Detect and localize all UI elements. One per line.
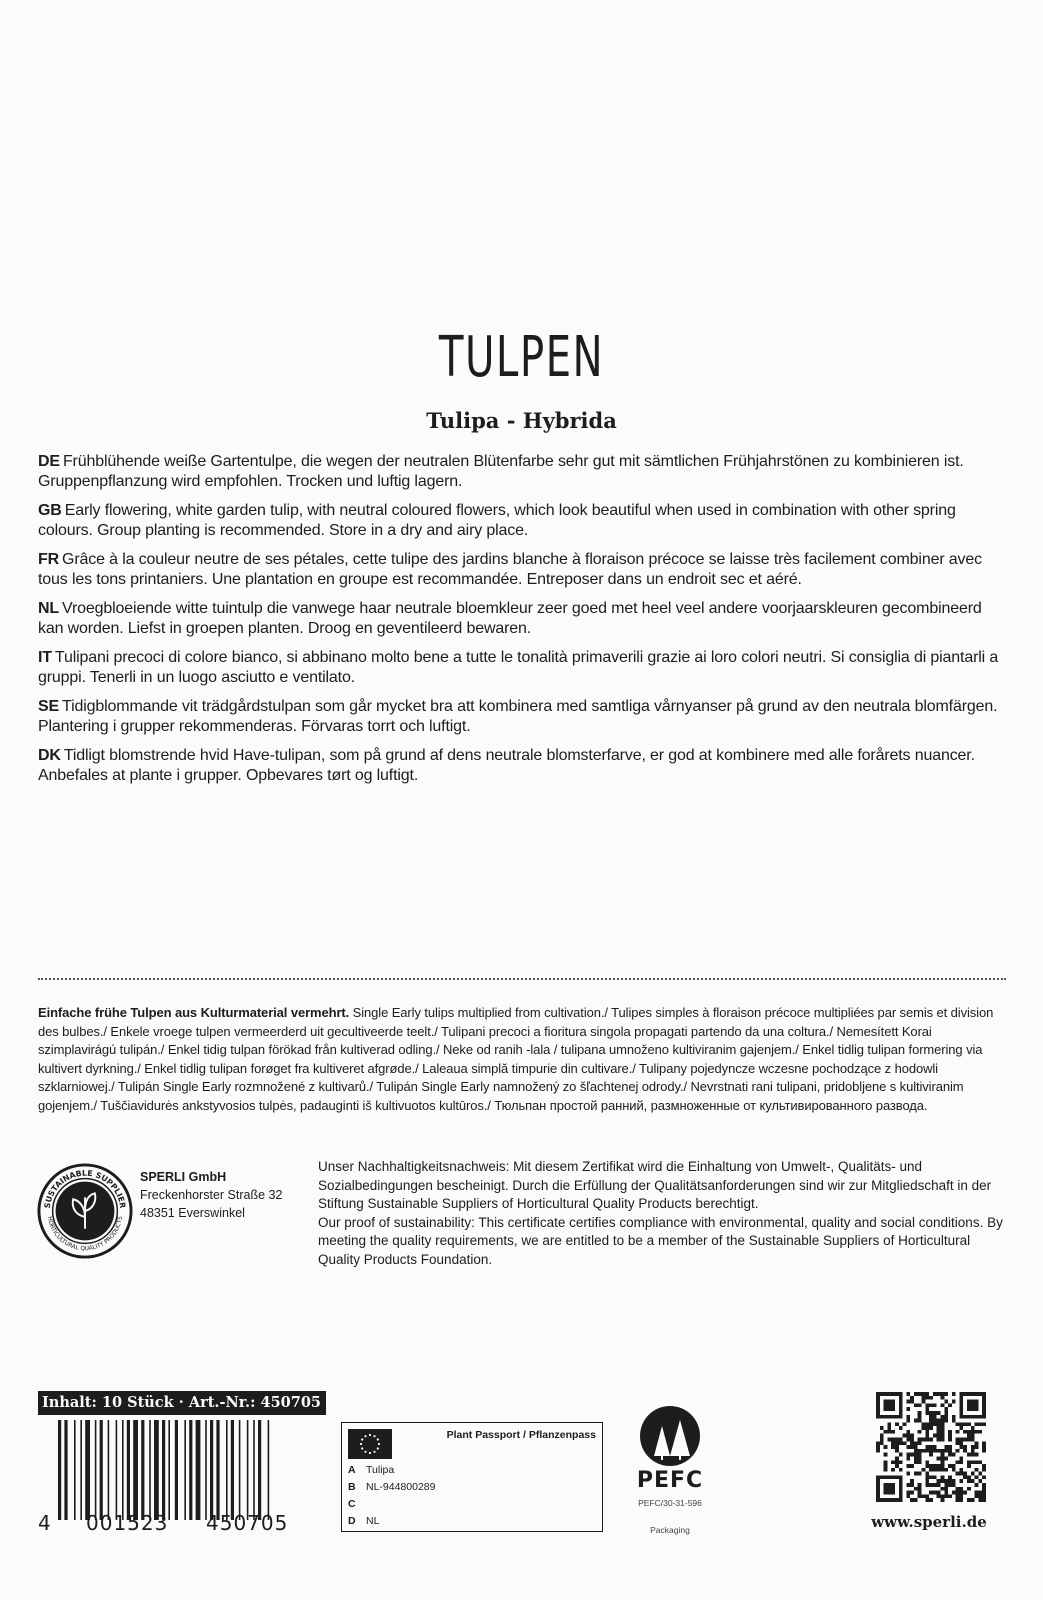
language-code: SE: [38, 698, 60, 715]
language-code: DE: [38, 453, 60, 470]
language-code: NL: [38, 600, 60, 617]
barcode-icon: [58, 1420, 326, 1520]
description-nl: [38, 599, 1008, 639]
language-code: GB: [38, 502, 62, 519]
description-list: [38, 452, 1008, 795]
passport-row-c: C: [348, 1498, 356, 1510]
description-text: Early flowering, white garden tulip, with neutral coloured flowers, which look beautiful when used in combination with other spring colours. Group planting is recommended. Store in a dry and airy place.: [38, 502, 956, 539]
sustainability-de: Unser Nachhaltigkeitsnachweis: Mit diesem Zertifikat wird die Einhaltung von Umwelt-, Qualitäts- und Sozialbedingungen bescheinigt. Durch die Erfüllung der Qualitätsanforderungen sind wir zur Mitgliedschaft in der Stiftung Sustainable Suppliers of Horticultural Quality Products berechtigt.: [318, 1159, 992, 1211]
description-text: Tidigblommande vit trädgårdstulpan som går mycket bra att kombinera med samtliga vårnyanser på grund av den neutrala blomfärgen. Plantering i grupper rekommenderas. Förvaras torrt och luftigt.: [38, 698, 998, 735]
language-code: IT: [38, 649, 52, 666]
eu-flag-icon: [348, 1429, 392, 1459]
variety-body: Single Early tulips multiplied from cultivation./ Tulipes simples à floraison précoce multipliées par semis et division des bulbes./ Enkele vroege tulpen vermeerderd uit gecultiveerde teelt./ Tulipani precoci a fioritura singola propagati partendo da una coltura./ Nemesített Korai szimplavirágú tulipán./ Enkel tidig tulpan förökad från kultiverad odling./ Neke od ranih -lala / tulipana umnoženo kultiviranim gajenjem./ Enkel tidlig tulipan formering via kultivert dyrkning./ Enkel tidlig tulipan forøget fra kultiveret afgrøde./ Laleaua simplă timpurie din cultivare./ Tulipany pojedyncze wczesne pochodzące z hodowli szklarniowej./ Tulipán Single Early rozmnožené z kultivarů./ Tulipán Single Early namnožený zo šľachtenej odrody./ Nevrstnati rani tulipani, pridobljene s kultiviranim gojenjem./ Tuščiavidurės ankstyvosios tulpės, padauginti iš kultivuotos kultūros./ Тюльпан простой ранний, размноженные от культивированного развода.: [38, 1005, 994, 1113]
company-name: SPERLI GmbH: [140, 1170, 227, 1184]
description-text: Frühblühende weiße Gartentulpe, die wegen der neutralen Blütenfarbe sehr gut mit sämtlichen Frühjahrstönen zu kombinieren ist. Gruppenpflanzung wird empfohlen. Trocken und luftig lagern.: [38, 453, 964, 490]
svg-text:HORTICULTURAL QUALITY PRODUCTS: HORTICULTURAL QUALITY PRODUCTS: [45, 1215, 125, 1253]
website-link[interactable]: www.sperli.de: [871, 1513, 987, 1531]
description-text: Tulipani precoci di colore bianco, si abbinano molto bene a tutte le tonalità primaverili grazie ai loro colori neutri. Si consiglia di piantarli a gruppi. Tenerli in un luogo asciutto e ventilato.: [38, 649, 999, 686]
barcode-digits-right: 450705: [206, 1511, 289, 1535]
content-label: Inhalt: 10 Stück · Art.-Nr.: 450705: [38, 1391, 326, 1415]
description-gb: [38, 501, 1008, 541]
barcode-digits-left: 001523: [86, 1511, 169, 1535]
passport-row-a: A Tulipa: [348, 1464, 395, 1476]
language-code: FR: [38, 551, 60, 568]
pefc-certification: [620, 1400, 720, 1540]
description-se: [38, 697, 1008, 737]
dotted-divider: [38, 978, 1006, 980]
product-title: TULPEN: [438, 325, 605, 390]
sustainability-statement: [318, 1158, 1008, 1269]
pefc-label: Packaging: [650, 1525, 690, 1535]
description-de: [38, 452, 1008, 492]
company-address: [140, 1168, 282, 1222]
pefc-mark: PEFC: [636, 1468, 704, 1493]
description-dk: [38, 746, 1008, 786]
description-text: Grâce à la couleur neutre de ses pétales, cette tulipe des jardins blanche à floraison précoce se laisse très facilement combiner avec tous les tons printaniers. Une plantation en groupe est recommandée. Entreposer dans un endroit sec et aéré.: [38, 551, 982, 588]
pefc-code: PEFC/30-31-596: [638, 1498, 702, 1508]
svg-text:SUSTAINABLE SUPPLIER: SUSTAINABLE SUPPLIER: [42, 1168, 128, 1209]
barcode-digit-prefix: 4: [38, 1511, 52, 1535]
passport-row-b: B NL-944800289: [348, 1481, 436, 1493]
language-code: DK: [38, 747, 61, 764]
product-subtitle: Tulipa - Hybrida: [426, 408, 617, 433]
passport-row-d: D NL: [348, 1515, 380, 1527]
company-city: 48351 Everswinkel: [140, 1206, 245, 1220]
passport-title: Plant Passport / Pflanzenpass: [446, 1429, 596, 1441]
sustainable-supplier-seal-icon: [36, 1162, 134, 1260]
plant-passport: [341, 1422, 603, 1532]
description-text: Tidligt blomstrende hvid Have-tulipan, som på grund af dens neutrale blomsterfarve, er god at kombinere med alle forårets nuancer. Anbefales at plante i grupper. Opbevares tørt og luftigt.: [38, 747, 975, 784]
variety-lead: Einfache frühe Tulpen aus Kulturmaterial vermehrt.: [38, 1005, 350, 1020]
description-fr: [38, 550, 1008, 590]
qr-code-icon[interactable]: [876, 1392, 986, 1502]
company-street: Freckenhorster Straße 32: [140, 1188, 283, 1202]
variety-text: [38, 1004, 1006, 1115]
sustainability-en: Our proof of sustainability: This certificate certifies compliance with environmental, quality and social conditions. By meeting the quality requirements, we are entitled to be a member of the Sustainable Suppliers of Horticultural Quality Products Foundation.: [318, 1214, 1003, 1267]
description-text: Vroegbloeiende witte tuintulp die vanwege haar neutrale bloemkleur zeer goed met heel veel andere voorjaarskleuren gecombineerd kan worden. Liefst in groepen planten. Droog en geventileerd bewaren.: [38, 600, 982, 637]
pefc-tree-icon: [620, 1400, 720, 1470]
description-it: [38, 648, 1008, 688]
